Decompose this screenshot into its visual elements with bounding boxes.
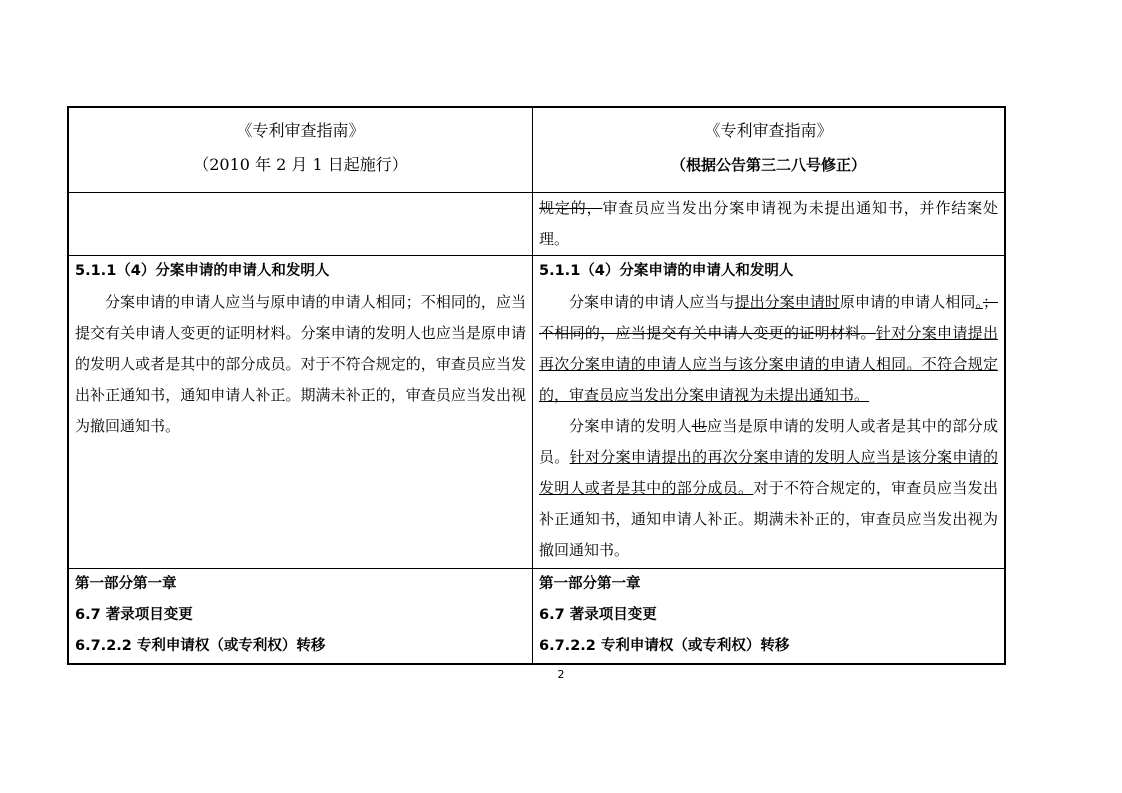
inserted-text: 针对分案申请提出再次分案申请的申请人应当与该分案申请的申请人相同。不符合规定的，审查员应当发出分案申请视为未提出通知书。 xyxy=(539,324,998,404)
left-continuation-cell xyxy=(68,193,533,256)
inserted-text: 。 xyxy=(975,293,983,311)
section-6-7-heading: 6.7 著录项目变更 xyxy=(75,607,193,623)
section-6-7-2-2-row xyxy=(68,569,1005,665)
right-continuation-cell xyxy=(533,193,1006,256)
part-chapter-heading: 第一部分第一章 xyxy=(75,576,177,592)
left-section-6-7-2-2-cell xyxy=(68,569,533,665)
page-number: 2 xyxy=(557,668,565,681)
text-run: 分案申请的发明人 xyxy=(569,417,692,435)
comparison-table xyxy=(67,106,1006,665)
inserted-text: 提出分案申请时 xyxy=(734,293,840,311)
right-header-cell xyxy=(533,107,1006,193)
right-section-paragraph-2 xyxy=(539,411,998,566)
right-section-6-7-2-2-cell xyxy=(533,569,1006,665)
left-section-heading: 5.1.1（4）分案申请的申请人和发明人 xyxy=(75,263,330,279)
continuation-text: 审查员应当发出分案申请视为未提出通知书，并作结案处理。 xyxy=(539,199,998,248)
right-section-5-1-1-cell xyxy=(533,256,1006,569)
text-run: 对于不符合规定的，审查员应当发出补正通知书，通知申请人补正。期满未补正的，审查员应当发出视为撤回通知书。 xyxy=(539,479,998,559)
continuation-row xyxy=(68,193,1005,256)
right-section-heading: 5.1.1（4）分案申请的申请人和发明人 xyxy=(539,263,794,279)
left-header-title: 《专利审查指南》 xyxy=(236,121,365,140)
left-section-5-1-1-cell xyxy=(68,256,533,569)
section-5-1-1-row xyxy=(68,256,1005,569)
section-6-7-2-2-heading: 6.7.2.2 专利申请权（或专利权）转移 xyxy=(75,638,326,654)
right-header-title: 《专利审查指南》 xyxy=(704,121,833,140)
left-header-cell xyxy=(68,107,533,193)
right-section-paragraph-1 xyxy=(539,287,998,411)
inserted-text: 针对分案申请提出的再次分案申请的发明人应当是该分案申请的发明人或者是其中的部分成员。 xyxy=(539,448,998,497)
table-header-row xyxy=(68,107,1005,193)
text-run: 分案申请的申请人应当与 xyxy=(569,293,735,311)
right-header-subtitle: （根据公告第三二八号修正） xyxy=(670,156,866,174)
part-chapter-heading: 第一部分第一章 xyxy=(539,576,641,592)
deleted-text: ；不相同的，应当提交有关申请人变更的证明材料。 xyxy=(539,293,998,342)
section-6-7-heading: 6.7 著录项目变更 xyxy=(539,607,657,623)
left-header-subtitle: （2010 年 2 月 1 日起施行） xyxy=(193,155,408,174)
deleted-text: 也 xyxy=(691,417,707,435)
deleted-text: 规定的， xyxy=(539,199,603,217)
left-section-body: 分案申请的申请人应当与原申请的申请人相同；不相同的，应当提交有关申请人变更的证明材料。分案申请的发明人也应当是原申请的发明人或者是其中的部分成员。对于不符合规定的，审查员应当发出补正通知书，通知申请人补正。期满未补正的，审查员应当发出视为撤回通知书。 xyxy=(75,293,526,435)
section-6-7-2-2-heading: 6.7.2.2 专利申请权（或专利权）转移 xyxy=(539,638,790,654)
text-run: 应当是原申请的发明人或者是其中的部分成员。 xyxy=(539,417,998,466)
text-run: 原申请的申请人相同 xyxy=(839,293,976,311)
